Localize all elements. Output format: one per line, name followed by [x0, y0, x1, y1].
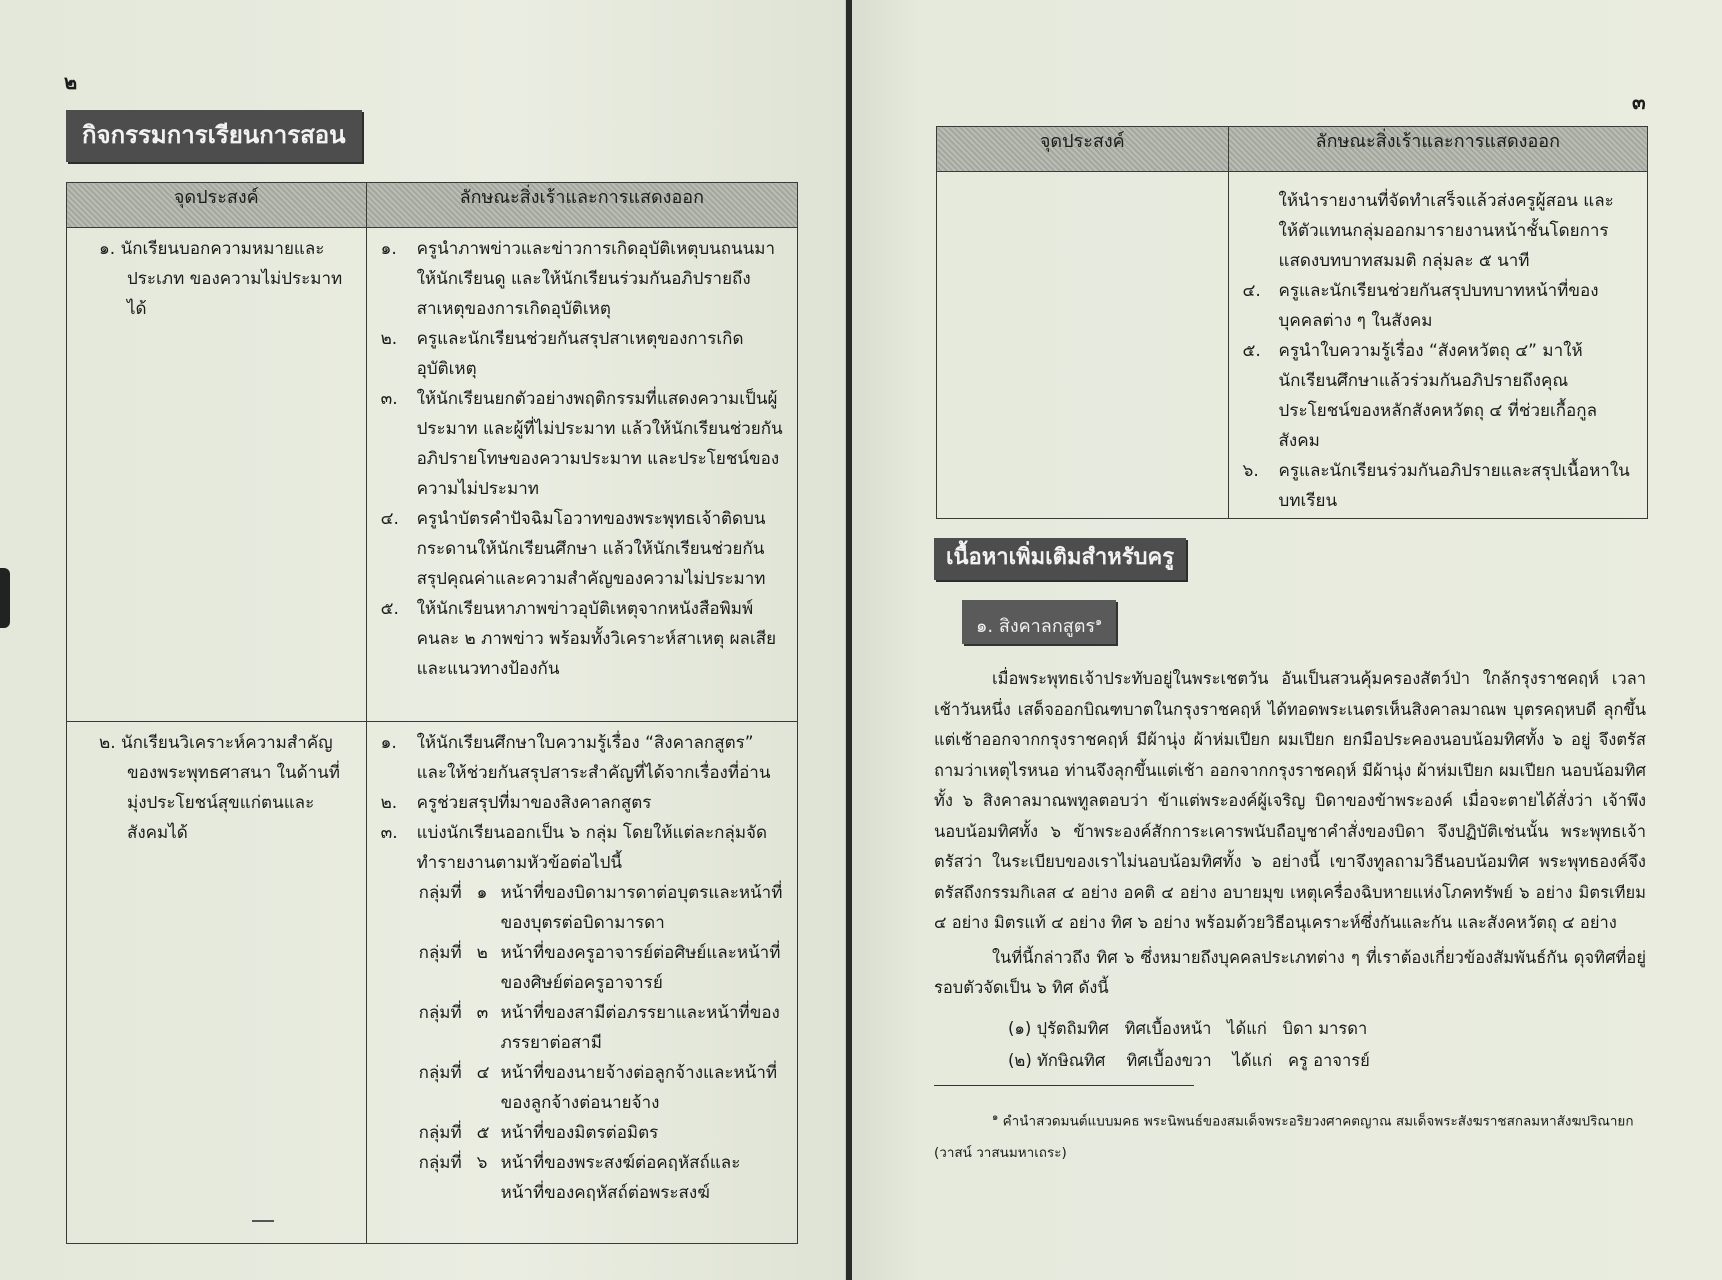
list-item: ๓. ให้นักเรียนยกตัวอย่างพฤติกรรมที่แสดงความเป็นผู้ประมาท และผู้ที่ไม่ประมาท แล้วให้นักเรียนช่วยกันอภิปรายโทษของความประมาท และประโยชน์ของความไม่ประมาท — [380, 389, 783, 499]
page-edge-mark — [0, 568, 10, 628]
objective-header: จุดประสงค์ — [67, 183, 367, 228]
footnote-rule — [934, 1085, 1194, 1086]
list-item: ๓. แบ่งนักเรียนออกเป็น ๖ กลุ่ม โดยให้แต่ละกลุ่มจัดทำรายงานตามหัวข้อต่อไปนี้ — [380, 823, 768, 873]
activity-continuation: ให้นำรายงานที่จัดทำเสร็จแล้วส่งครูผู้สอน และให้ตัวแทนกลุ่มออกมารายงานหน้าชั้นโดยการแสดงบทบาทสมมติ กลุ่มละ ๕ นาที — [1278, 191, 1614, 271]
footnote-mark: ๑ — [992, 1112, 999, 1123]
page-mark — [252, 1220, 274, 1222]
list-item: ๕. ครูนำใบความรู้เรื่อง “สังคหวัตถุ ๔” มาให้นักเรียนศึกษาแล้วร่วมกันอภิปรายถึงคุณประโยชน์ของหลักสังคหวัตถุ ๔ ที่ช่วยเกื้อกูลสังคม — [1242, 341, 1597, 451]
activities-banner: กิจกรรมการเรียนการสอน — [66, 110, 362, 162]
activity-list — [1243, 276, 1633, 516]
paragraph: เมื่อพระพุทธเจ้าประทับอยู่ในพระเชตวัน อันเป็นสวนคุ้มครองสัตว์ป่า ใกล้กรุงราชคฤห์ เวลาเช้าวันหนึ่ง เสด็จออกบิณฑบาตในกรุงราชคฤห์ ได้ทอดพระเนตรเห็นสิงคาลมาณพ บุตรคฤหบดี ลุกขึ้นแต่เช้าออกจากกรุงราชคฤห์ มีผ้านุ่ง ผ้าห่มเปียก ผมเปียก ยกมือประคองนอบน้อมทิศทั้ง ๖ อยู่ จึงตรัสถามว่าเหตุไรหนอ ท่านจึงลุกขึ้นแต่เช้า ออกจากกรุงราชคฤห์ มีผ้านุ่ง ผ้าห่มเปียก ผมเปียก นอบน้อมทิศทั้ง ๖ สิงคาลมาณพทูลตอบว่า ข้าแต่พระองค์ผู้เจริญ บิดาของข้าพระองค์ เมื่อจะตายได้สั่งว่า เจ้าพึงนอบน้อมทิศทั้ง ๖ ข้าพระองค์สักการะเคารพนับถือบูชาคำสั่งของบิดา จึงปฏิบัติเช่นนั้น พระพุทธเจ้าตรัสว่า ในระเบียบของเราไม่นอบน้อมทิศทั้ง ๖ อย่างนี้ เขาจึงทูลถามวิธีนอบน้อมทิศ พระพุทธองค์จึงตรัสถึงกรรมกิเลส ๔ อย่าง อคติ ๔ อย่าง อบายมุข เหตุเครื่องฉิบหายแห่งโภคทรัพย์ ๖ อย่าง มิตรเทียม ๔ อย่าง มิตรแท้ ๔ อย่าง ทิศ ๖ อย่าง พร้อมด้วยวิธีอนุเคราะห์ซึ่งกันและกัน และสังคหวัตถุ ๔ อย่าง — [934, 669, 1646, 932]
group-item: กลุ่มที่ ๔ หน้าที่ของนายจ้างต่อลูกจ้างและหน้าที่ของลูกจ้างต่อนายจ้าง — [418, 1063, 778, 1113]
group-item: กลุ่มที่ ๓ หน้าที่ของสามีต่อภรรยาและหน้าที่ของภรรยาต่อสามี — [418, 1003, 780, 1053]
footnote-ref: ๑ — [1095, 615, 1103, 628]
table-row — [67, 228, 798, 722]
activities-table-continued — [936, 126, 1648, 519]
group-item: กลุ่มที่ ๑ หน้าที่ของบิดามารดาต่อบุตรและหน้าที่ของบุตรต่อบิดามารดา — [418, 883, 783, 933]
objective-header: จุดประสงค์ — [937, 127, 1229, 172]
left-page — [0, 0, 846, 1280]
table-row — [67, 722, 798, 1244]
list-item: ๔. ครูและนักเรียนช่วยกันสรุปบทบาทหน้าที่ของบุคคลต่าง ๆ ในสังคม — [1242, 281, 1599, 331]
list-item: ๕. ให้นักเรียนหาภาพข่าวอุบัติเหตุจากหนังสือพิมพ์ คนละ ๒ ภาพข่าว พร้อมทั้งวิเคราะห์สาเหตุ ผลเสียและแนวทางป้องกัน — [380, 599, 777, 679]
direction-item: (๒) ทักษิณทิศ ทิศเบื้องขวา ได้แก่ ครู อาจารย์ — [1008, 1051, 1370, 1070]
body-text — [934, 664, 1646, 1004]
list-item: ๑. ครูนำภาพข่าวและข่าวการเกิดอุบัติเหตุบนถนนมาให้นักเรียนดู และให้นักเรียนร่วมกันอภิปรายถึงสาเหตุของการเกิดอุบัติเหตุ — [380, 239, 776, 319]
activity-list — [381, 234, 783, 684]
right-page-number: ๓ — [1632, 90, 1646, 114]
group-item: กลุ่มที่ ๒ หน้าที่ของครูอาจารย์ต่อศิษย์และหน้าที่ของศิษย์ต่อครูอาจารย์ — [418, 943, 781, 993]
activity-header: ลักษณะสิ่งเร้าและการแสดงออก — [1228, 127, 1647, 172]
section-heading: ๑. สิงคาลกสูตร$^๑$ — [962, 600, 1116, 644]
activity-header: ลักษณะสิ่งเร้าและการแสดงออก — [366, 183, 797, 228]
objective-1: ๑. นักเรียนบอกความหมายและประเภท ของความไม่ประมาทได้ — [99, 239, 343, 319]
list-item: ๒. ครูและนักเรียนช่วยกันสรุปสาเหตุของการเกิดอุบัติเหตุ — [380, 329, 744, 379]
group-item: กลุ่มที่ ๕ หน้าที่ของมิตรต่อมิตร — [418, 1123, 659, 1143]
extra-content-banner: เนื้อหาเพิ่มเติมสำหรับครู — [934, 538, 1186, 580]
activities-table — [66, 182, 798, 1244]
objective-2: ๒. นักเรียนวิเคราะห์ความสำคัญของพระพุทธศาสนา ในด้านที่มุ่งประโยชน์สุขแก่ตนและสังคมได้ — [99, 733, 341, 843]
group-item: กลุ่มที่ ๖ หน้าที่ของพระสงฆ์ต่อคฤหัสถ์และหน้าที่ของคฤหัสถ์ต่อพระสงฆ์ — [418, 1153, 741, 1203]
paragraph: ในที่นี้กล่าวถึง ทิศ ๖ ซึ่งหมายถึงบุคคลประเภทต่าง ๆ ที่เราต้องเกี่ยวข้องสัมพันธ์กัน ดุจทิศที่อยู่รอบตัวจัดเป็น ๖ ทิศ ดังนี้ — [934, 947, 1646, 997]
activity-list — [381, 728, 783, 878]
list-item: ๒. ครูช่วยสรุปที่มาของสิงคาลกสูตร — [380, 793, 652, 813]
list-item: ๑. ให้นักเรียนศึกษาใบความรู้เรื่อง “สิงคาลกสูตร” และให้ช่วยกันสรุปสาระสำคัญที่ได้จากเรื่องที่อ่าน — [380, 733, 771, 783]
list-item: ๔. ครูนำบัตรคำปัจฉิมโอวาทของพระพุทธเจ้าติดบนกระดานให้นักเรียนศึกษา แล้วให้นักเรียนช่วยกันสรุปคุณค่าและความสำคัญของความไม่ประมาท — [380, 509, 766, 589]
direction-item: (๑) ปุรัตถิมทิศ ทิศเบื้องหน้า ได้แก่ บิดา มารดา — [1008, 1019, 1368, 1038]
footnote: $^๑$ คำนำสวดมนต์แบบมคธ พระนิพนธ์ของสมเด็จพระอริยวงศาคตญาณ สมเด็จพระสังฆราชสกลมหาสังฆปริณายก (วาสน์ วาสนมหาเถระ) — [934, 1112, 1634, 1161]
table-row — [937, 172, 1648, 519]
left-page-number: ๒ — [64, 70, 78, 94]
list-item: ๖. ครูและนักเรียนร่วมกันอภิปรายและสรุปเนื้อหาในบทเรียน — [1242, 461, 1630, 511]
